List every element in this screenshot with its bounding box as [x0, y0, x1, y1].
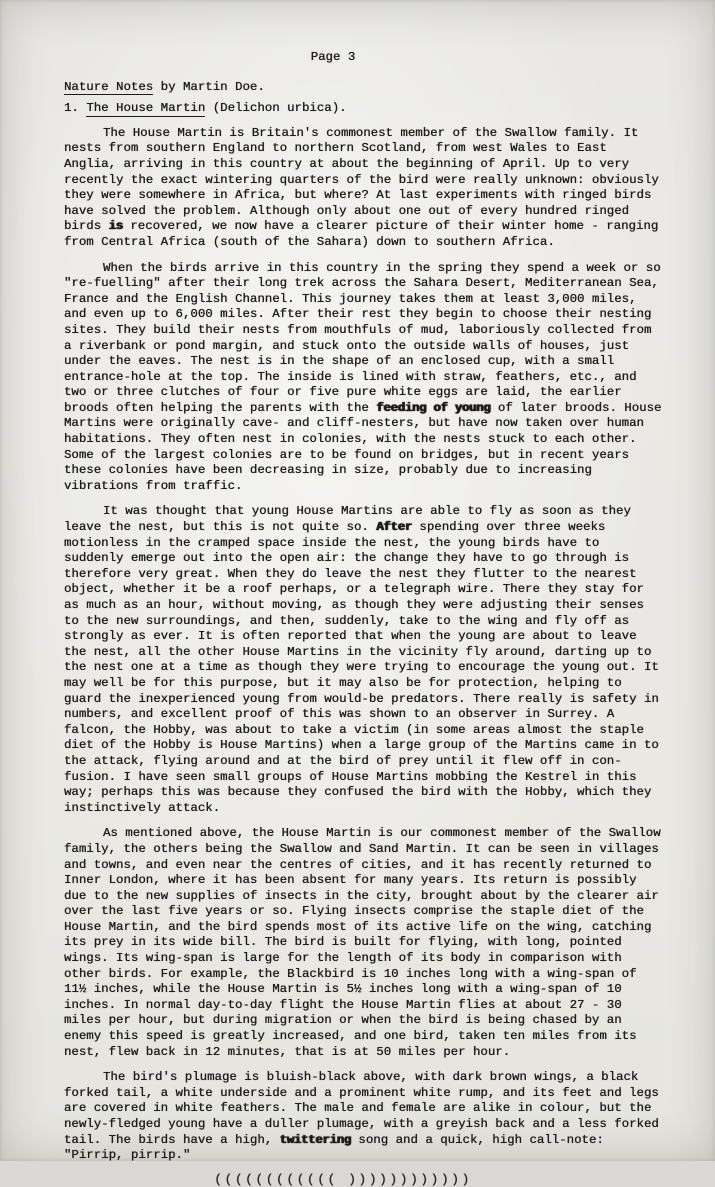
- paragraph: [64, 261, 662, 495]
- overtyped-text: is: [108, 219, 123, 234]
- overtyped-text: After: [376, 520, 412, 535]
- section-latin-name: (Delichon urbica).: [205, 101, 347, 116]
- body-text: It was thought that young House Martins are able to fly as soon as they leave the nest, but this is not quite so.: [64, 504, 631, 535]
- overtyped-text: feeding of young: [376, 400, 491, 415]
- paragraph: [64, 1070, 662, 1164]
- overtyped-text: twittering: [279, 1132, 351, 1147]
- typed-parentheses-divider: (((((((((((( )))))))))))): [214, 1171, 472, 1187]
- byline-author: by Martin Doe.: [153, 79, 265, 94]
- byline: [64, 80, 662, 96]
- body-text: The House Martin is Britain's commonest member of the Swallow family. It nests from southern England to northern Scotland, from west Wales to East Anglia, arriving in this country at about the beginning of April. Up to very recently the exact wintering quarters of the bird were really unknown: obviously they were somewhere in Africa, but where? At last experiments with ringed birds have solved the problem. Although only about one out of every hundred ringed birds: [64, 125, 659, 234]
- paragraph: [64, 126, 662, 251]
- body-text: recovered, we now have a clearer picture of their winter home - ranging from Central Africa (south of the Sahara) down to southern Africa.: [64, 219, 659, 249]
- body-text: of later broods. House Martins were originally cave- and cliff-nesters, but have now taken over human habitations. They often nest in colonies, with the nests stuck to each other. Some of the largest colonies are to be found on bridges, but in recent years these colonies have been decreasing in size, probably due to increasing vibrations from traffic.: [64, 400, 662, 493]
- byline-title-underlined: Nature Notes: [64, 79, 154, 94]
- section-title-underlined: The House Martin: [86, 101, 206, 116]
- paragraph: [64, 504, 662, 816]
- body-text: When the birds arrive in this country in the spring they spend a week or so "re-fuelling" after their long trek across the Sahara Desert, Mediterranean Sea, France and the English Channel. This journey takes them at least 3,000 miles, and even up to 6,000 miles. After their rest they begin to choose their nesting sites. They build their nests from mouthfuls of mud, laboriously collected from a riverbank or pond margin, and stuck onto the outside walls of houses, just under the eaves. The nest is in the shape of an enclosed cup, with a small entrance-hole at the top. The inside is lined with straw, feathers, etc., and two or three clutches of four or five pure white eggs are laid, the earlier broods often helping the parents with the: [64, 260, 661, 415]
- section-number: 1.: [64, 101, 87, 116]
- page-number: Page 3: [310, 50, 356, 64]
- body-text: The bird's plumage is bluish-black above, with dark brown wings, a black forked tail, a white underside and a prominent white rump, and its feet and legs are covered in white feathers. The male and female are alike in colour, but the newly-fledged young have a duller plumage, with a greyish back and a less forked tail. The birds have a high,: [64, 1070, 659, 1147]
- body-text: spending over three weeks motionless in the cramped space inside the nest, the young birds have to suddenly emerge out into the open air: the change they have to go through is therefore very great. When they do leave the nest they flutter to the nearest object, whether it be a roof perhaps, or a telegraph wire. There they stay for as much as an hour, without moving, as though they were adjusting their senses to the new surroundings, and then, suddenly, take to the wing and fly off as strongly as ever. It is often reported that when the young are about to leave the nest, all the other House Martins in the vicinity fly around, darting up to the nest one at a time as though they were trying to encourage the young out. It may well be for this purpose, but it may also be for protection, helping to guard the inexperienced young from would-be predators. There really is safety in numbers, and excellent proof of this was shown to an observer in Surrey. A falcon, the Hobby, was about to take a victim (in some areas almost the staple diet of the Hobby is House Martins) when a large group of the Martins came in to the attack, flying around and at the bird of prey until it flew off in con- fusion. I have seen small groups of House Martins mobbing the Kestrel in this way; perhaps this was because they confused the bird with the Hobby, which they instinctively attack.: [64, 520, 659, 815]
- section-heading: [64, 101, 662, 117]
- paragraphs: [64, 126, 662, 1164]
- body-text: song and a quick, high call-note: "Pirrip, pirrip.": [64, 1132, 604, 1163]
- paragraph: [64, 826, 662, 1060]
- body-text: As mentioned above, the House Martin is our commonest member of the Swallow family, the others being the Swallow and Sand Martin. It can be seen in villages and towns, and even near the centres of cities, and it has recently returned to Inner London, where it has been absent for many years. Its return is possibly due to the new supplies of insects in the city, brought about by the clearer air over the last five years or so. Flying insects comprise the staple diet of the House Martin, and the bird spends most of its active life on the wing, catching its prey in its wide bill. The bird is built for flying, with long, pointed wings. Its wing-span is large for the length of its body in comparison with other birds. For example, the Blackbird is 10 inches long with a wing-span of 11½ inches, while the House Martin is 5½ inches long with a wing-span of 10 inches. In normal day-to-day flight the House Martin flies at about 27 - 30 miles per hour, but during migration or when the bird is being chased by an enemy this speed is greatly increased, and one bird, taken ten miles from its nest, flew back in 12 minutes, that is at 50 miles per hour.: [64, 826, 661, 1059]
